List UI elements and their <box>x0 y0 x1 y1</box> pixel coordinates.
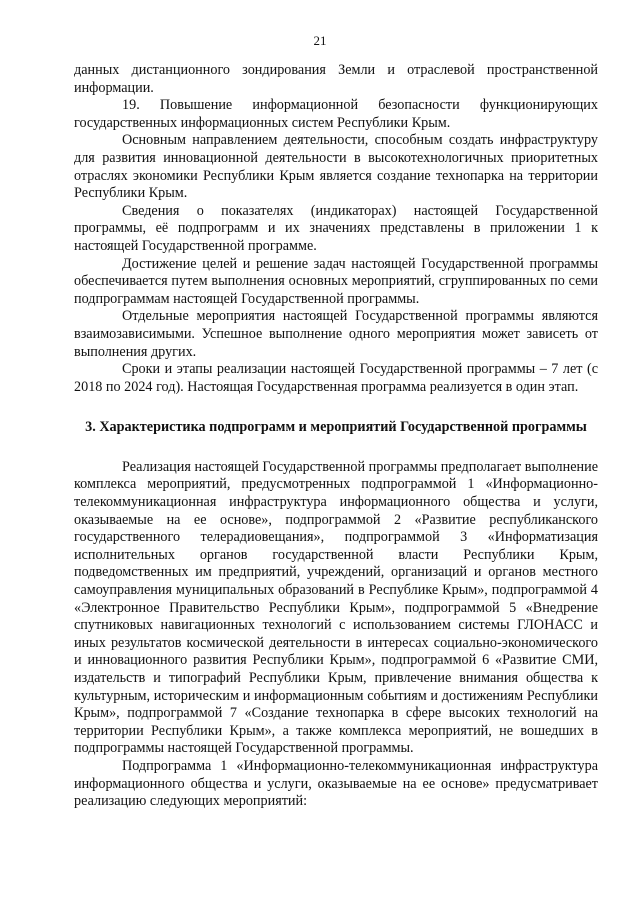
paragraph: Основным направлением деятельности, способным создать инфраструктуру для развития инновационной деятельности в высокотехнологичных приоритетных отраслях экономики Республики Крым является создание технопарка на территории Республики Крым. <box>74 132 598 202</box>
paragraph: Достижение целей и решение задач настоящей Государственной программы обеспечивается путем выполнения основных мероприятий, сгруппированных по семи подпрограммам настоящей Государственной программы. <box>74 255 598 307</box>
paragraph: Отдельные мероприятия настоящей Государственной программы являются взаимозависимыми. Успешное выполнение одного мероприятия может зависеть от выполнения других. <box>74 308 598 360</box>
paragraph: данных дистанционного зондирования Земли и отраслевой пространственной информации. <box>74 62 598 96</box>
paragraphs-after-heading <box>74 459 598 811</box>
page-number: 21 <box>313 33 327 48</box>
paragraphs-before-heading <box>74 62 598 396</box>
paragraph: 19. Повышение информационной безопасности функционирующих государственных информационных систем Республики Крым. <box>74 97 598 131</box>
paragraph: Реализация настоящей Государственной программы предполагает выполнение комплекса мероприятий, предусмотренных подпрограммой 1 «Информационно-телекоммуникационная инфраструктура информационного общества и услуги, оказываемые на ее основе», подпрограммой 2 «Развитие республиканского государственного телерадиовещания», подпрограммой 3 «Информатизация исполнительных органов государственной власти Республики Крым, подведомственных им предприятий, учреждений, организаций и органов местного самоуправления муниципальных образований в Республике Крым», подпрограммой 4 «Электронное Правительство Республики Крым», подпрограммой 5 «Внедрение спутниковых навигационных технологий с использованием системы ГЛОНАСС и иных результатов космической деятельности в интересах социально-экономического и инновационного развития Республики Крым», подпрограммой 6 «Развитие СМИ, издательств и типографий Республики Крым, привлечение внимания общества к культурным, историческим и информационным событиям и достижениям Республики Крым», подпрограммой 7 «Создание технопарка в сфере высоких технологий на территории Республики Крым», а также комплекса мероприятий, не вошедших в подпрограммы настоящей Государственной программы. <box>74 458 598 757</box>
section-heading: 3. Характеристика подпрограмм и мероприятий Государственной программы <box>85 419 587 436</box>
document-body <box>74 62 598 811</box>
paragraph: Сроки и этапы реализации настоящей Государственной программы – 7 лет (с 2018 по 2024 год). Настоящая Государственная программа реализуется в один этап. <box>74 361 598 395</box>
paragraph: Сведения о показателях (индикаторах) настоящей Государственной программы, её подпрограмм и их значениях представлены в приложении 1 к настоящей Государственной программе. <box>74 202 598 254</box>
paragraph: Подпрограмма 1 «Информационно-телекоммуникационная инфраструктура информационного общества и услуги, оказываемые на ее основе» предусматривает реализацию следующих мероприятий: <box>74 757 598 810</box>
